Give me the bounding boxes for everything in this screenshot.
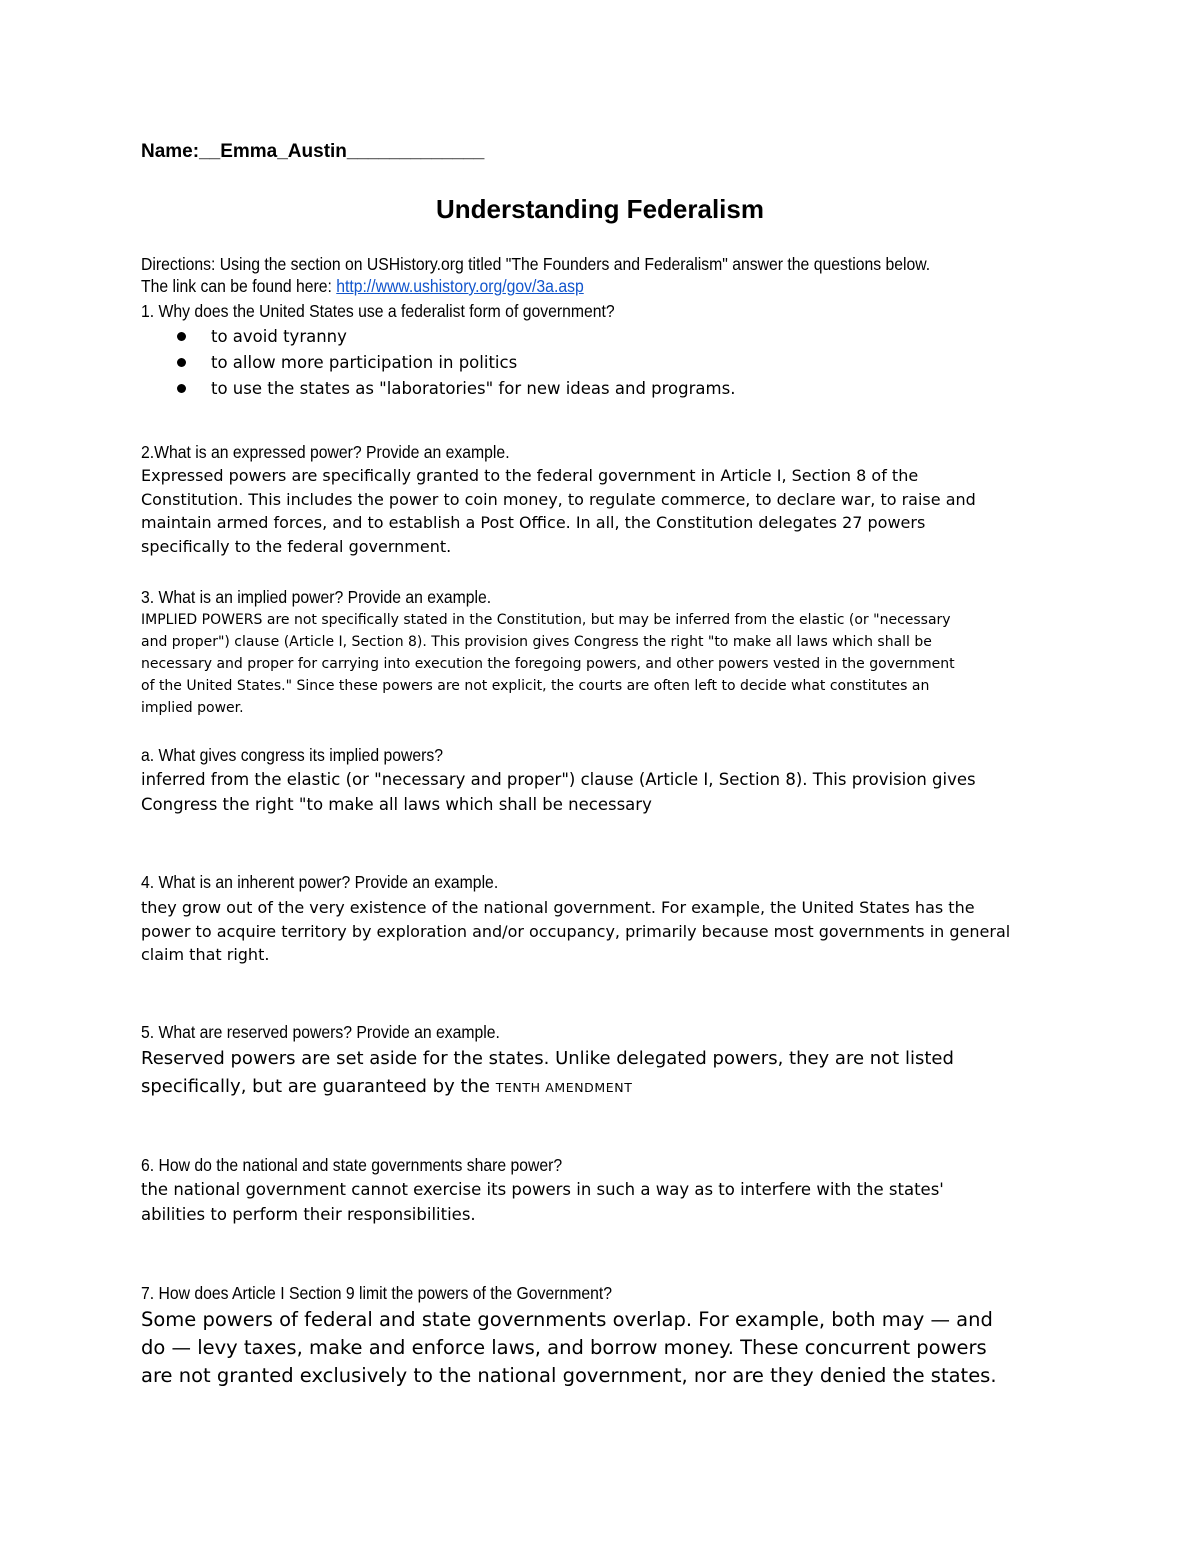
answer-5 — [141, 1045, 954, 1102]
list-item — [141, 350, 735, 376]
name-label: Name: — [141, 141, 200, 162]
bullet-icon — [177, 384, 186, 393]
answer-line: claim that right. — [141, 945, 270, 964]
answer-line: inferred from the elastic (or "necessary and proper") clause (Article I, Section 8). This provision gives — [141, 770, 976, 789]
answer-line: power to acquire territory by exploration and/or occupancy, primarily because most governments in general — [141, 921, 1011, 941]
question-4: 4. What is an inherent power? Provide an example. — [141, 872, 499, 892]
answer-text: specifically, but are guaranteed by the — [141, 1076, 496, 1097]
answer-line: Congress the right "to make all laws which shall be necessary — [141, 794, 652, 814]
question-3: 3. What is an implied power? Provide an example. — [141, 587, 492, 607]
name-value: __Emma_Austin_____________ — [199, 141, 485, 162]
bullet-text: to avoid tyranny — [211, 327, 347, 346]
answer-line: do — levy taxes, make and enforce laws, and borrow money. These concurrent powers — [141, 1336, 987, 1359]
answer-2 — [141, 464, 976, 558]
answer-line: the national government cannot exercise its powers in such a way as to interfere with the states' — [141, 1180, 944, 1199]
tenth-amendment-text: TENTH AMENDMENT — [495, 1080, 633, 1095]
answer-6 — [141, 1178, 944, 1227]
answer-7 — [141, 1306, 997, 1390]
answer-line: Constitution. This includes the power to coin money, to regulate commerce, to declare war, to raise and — [141, 489, 976, 509]
list-item — [141, 376, 735, 402]
answer-line: abilities to perform their responsibilities. — [141, 1204, 476, 1224]
directions-prefix: The link can be found here: — [141, 276, 337, 296]
directions-line-2 — [141, 275, 584, 297]
answer-line: they grow out of the very existence of the national government. For example, the United States has the — [141, 898, 975, 917]
bullet-text: to allow more participation in politics — [211, 353, 518, 372]
q1-bullet-list — [141, 324, 735, 402]
bullet-icon — [177, 332, 186, 341]
ushistory-link[interactable]: http://www.ushistory.org/gov/3a.asp — [336, 276, 584, 296]
question-1: 1. Why does the United States use a federalist form of government? — [141, 301, 615, 321]
question-2: 2.What is an expressed power? Provide an example. — [141, 442, 510, 462]
answer-line: maintain armed forces, and to establish a Post Office. In all, the Constitution delegates 27 powers — [141, 513, 926, 532]
answer-line: and proper") clause (Article I, Section 8). This provision gives Congress the right "to make all laws which shall be — [141, 634, 932, 650]
bullet-icon — [177, 358, 186, 367]
answer-line: implied power. — [141, 700, 244, 716]
answer-4 — [141, 896, 1010, 967]
answer-line: Reserved powers are set aside for the states. Unlike delegated powers, they are not listed — [141, 1048, 954, 1069]
answer-line: are not granted exclusively to the national government, nor are they denied the states. — [141, 1364, 997, 1387]
answer-line: specifically to the federal government. — [141, 536, 452, 556]
question-6: 6. How do the national and state governments share power? — [141, 1155, 563, 1175]
answer-line: Expressed powers are specifically granted to the federal government in Article I, Section 8 of the — [141, 466, 919, 485]
answer-3a — [141, 768, 976, 817]
question-5: 5. What are reserved powers? Provide an example. — [141, 1022, 500, 1042]
list-item — [141, 324, 735, 350]
question-3a: a. What gives congress its implied powers? — [141, 745, 444, 765]
answer-line: IMPLIED POWERS are not specifically stated in the Constitution, but may be inferred from the elastic (or "necessary — [141, 612, 951, 628]
answer-line: of the United States." Since these powers are not explicit, the courts are often left to decide what constitutes an — [141, 678, 930, 694]
answer-line: Some powers of federal and state governments overlap. For example, both may — and — [141, 1308, 993, 1331]
question-7: 7. How does Article I Section 9 limit the powers of the Government? — [141, 1283, 612, 1303]
answer-3 — [141, 609, 955, 719]
answer-line: necessary and proper for carrying into execution the foregoing powers, and other powers vested in the government — [141, 656, 955, 672]
bullet-text: to use the states as "laboratories" for new ideas and programs. — [211, 379, 736, 398]
directions-line-1: Directions: Using the section on USHistory.org titled "The Founders and Federalism" answer the questions below. — [141, 254, 931, 274]
name-line — [141, 141, 484, 163]
page-title: Understanding Federalism — [436, 194, 764, 224]
answer-line — [141, 1073, 954, 1102]
